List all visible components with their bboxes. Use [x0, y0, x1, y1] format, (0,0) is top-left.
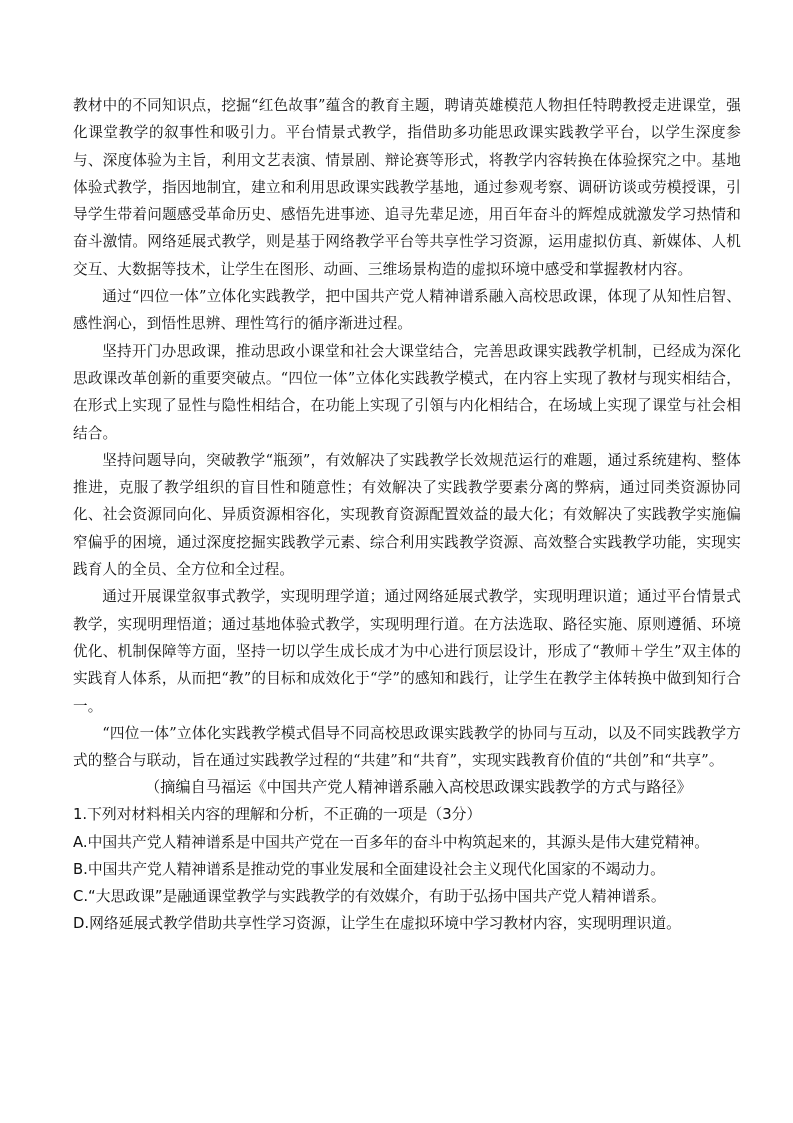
- article-body: [73, 92, 741, 774]
- question-stem: 1.下列对材料相关内容的理解和分析，不正确的一项是（3分）: [73, 806, 482, 824]
- article-paragraph: 教材中的不同知识点，挖掘“红色故事”蕴含的教育主题，聘请英雄模范人物担任特聘教授走进课堂，强化课堂教学的叙事性和吸引力。平台情景式教学，指借助多功能思政课实践教学平台，以学生深度参与、深度体验为主旨，利用文艺表演、情景剧、辩论赛等形式，将教学内容转换在体验探究之中。基地体验式教学，指因地制宜，建立和利用思政课实践教学基地，通过参观考察、调研访谈或劳模授课，引导学生带着问题感受革命历史、感悟先进事迹、追寻先辈足迹，用百年奋斗的辉煌成就激发学习热情和奋斗激情。网络延展式教学，则是基于网络教学平台等共享性学习资源，运用虚拟仿真、新媒体、人机交互、大数据等技术，让学生在图形、动画、三维场景构造的虚拟环境中感受和掌握教材内容。: [73, 97, 741, 278]
- article-paragraph: 坚持开门办思政课，推动思政小课堂和社会大课堂结合，完善思政课实践教学机制，已经成为深化思政课改革创新的重要突破点。“四位一体”立体化实践教学模式，在内容上实现了教材与现实相结合，在形式上实现了显性与隐性相结合，在功能上实现了引領与内化相结合，在场域上实现了课堂与社会相结合。: [73, 342, 741, 442]
- article-paragraph: 坚持问题导向，突破教学“瓶颈”，有效解决了实践教学长效规范运行的难题，通过系统建构、整体推进，克服了教学组织的盲目性和随意性；有效解决了实践教学要素分离的弊病，通过同类资源协同化、社会资源同向化、异质资源相容化，实现教育资源配置效益的最大化；有效解决了实践教学实施偏窄偏乎的困境，通过深度挖掘实践教学元素、综合利用实践教学资源、高效整合实践教学功能，实现实践育人的全员、全方位和全过程。: [73, 451, 741, 579]
- option-a: A.中国共产党人精神谱系是中国共产党在一百多年的奋斗中构筑起来的，其源头是伟大建党精神。: [73, 833, 710, 851]
- article-paragraph: “四位一体”立体化实践教学模式倡导不同高校思政课实践教学的协同与互动，以及不同实践教学方式的整合与联动，旨在通过实践教学过程的“共建”和“共育”，实现实践教育价值的“共创”和“共享”。: [73, 724, 741, 770]
- option-b: B.中国共产党人精神谱系是推动党的事业发展和全面建设社会主义现代化国家的不竭动力。: [73, 860, 665, 878]
- article-paragraph: 通过“四位一体”立体化实践教学，把中国共产党人精神谱系融入高校思政课，体现了从知性启智、感性润心，到悟性思辨、理性笃行的循序渐进过程。: [73, 288, 741, 333]
- article-paragraph: 通过开展课堂叙事式教学，实现明理学道；通过网络延展式教学，实现明理识道；通过平台情景式教学，实现明理悟道；通过基地体验式教学，实现明理行道。在方法选取、路径实施、原则遵循、环境优化、机制保障等方面，坚持一切以学生成长成才为中心进行顶层设计，形成了“教师＋学生”双主体的实践育人体系，从而把“教”的目标和成效化于“学”的感知和践行，让学生在教学主体转换中做到知行合一。: [73, 588, 741, 715]
- question-1: [73, 801, 741, 937]
- option-d: D.网络延展式教学借助共享性学习资源，让学生在虚拟环境中学习教材内容，实现明理识道。: [73, 915, 681, 933]
- option-c: C.“大思政课”是融通课堂教学与实践教学的有效媒介，有助于弘扬中国共产党人精神谱系。: [73, 888, 666, 906]
- article-source: （摘编自马福运《中国共产党人精神谱系融入高校思政课实践教学的方式与路径》: [145, 778, 692, 797]
